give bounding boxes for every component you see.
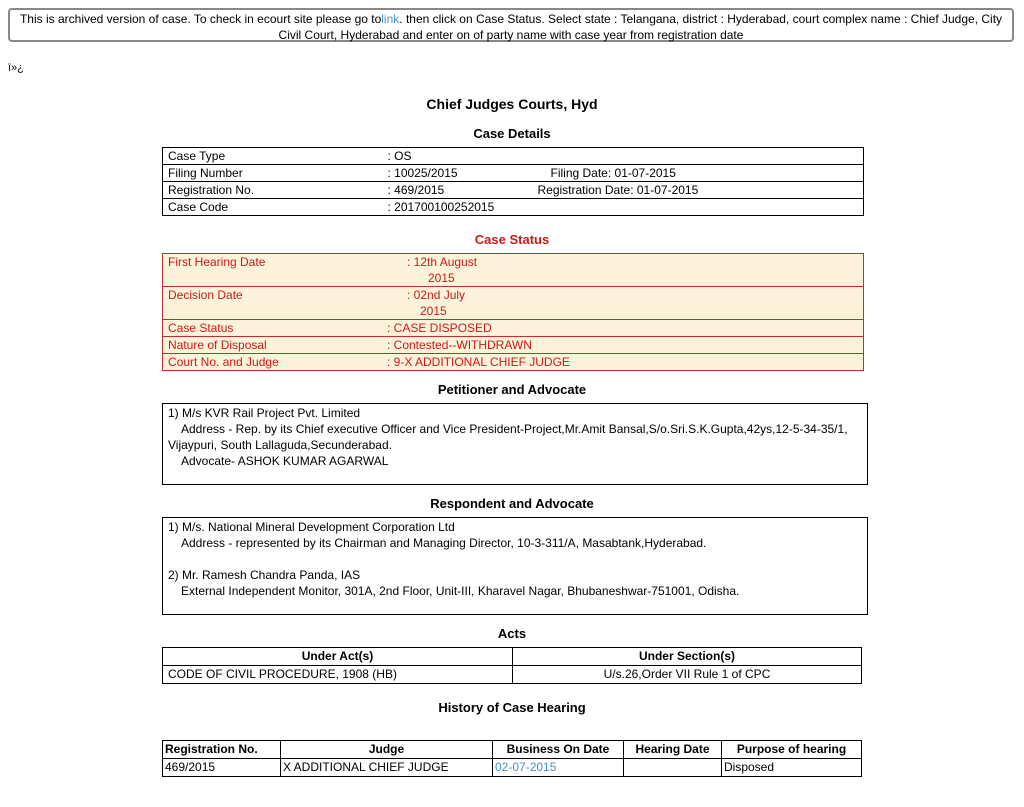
respondent-1-address: Address - represented by its Chairman and Managing Director, 10-3-311/A, Masabtank,Hyderabad. xyxy=(181,536,707,550)
ecourt-link[interactable]: link xyxy=(381,12,400,26)
case-details-heading: Case Details xyxy=(473,126,551,141)
case-code-row xyxy=(163,199,864,216)
history-purpose: Disposed xyxy=(722,759,862,777)
registration-no-row xyxy=(163,182,864,199)
case-details-table xyxy=(162,147,864,216)
col-purpose: Purpose of hearing xyxy=(722,741,862,759)
respondent-2-name: 2) Mr. Ramesh Chandra Panda, IAS xyxy=(168,568,361,582)
encoding-artifact: ï»¿ xyxy=(8,62,24,74)
first-hearing-label: First Hearing Date xyxy=(168,255,266,269)
act-section: U/s.26,Order VII Rule 1 of CPC xyxy=(513,666,862,684)
case-code-value: : 201700100252015 xyxy=(383,199,533,216)
first-hearing-value: : 12th August 2015 xyxy=(407,255,478,285)
filing-number-label: Filing Number xyxy=(163,165,383,182)
registration-date: Registration Date: 01-07-2015 xyxy=(533,182,864,199)
notice-text-after: . then click on Case Status. Select state : Telangana, district : Hyderabad, court complex name : Chief Judge, City Civil Court, Hyderabad and enter on of party name with case year from registration date xyxy=(278,12,1003,42)
petitioner-advocate: Advocate- ASHOK KUMAR AGARWAL xyxy=(181,454,389,468)
page-title: Chief Judges Courts, Hyd xyxy=(426,96,598,112)
court-judge-label: Court No. and Judge xyxy=(163,354,403,371)
act-name: CODE OF CIVIL PROCEDURE, 1908 (HB) xyxy=(163,666,513,684)
decision-date-label: Decision Date xyxy=(163,287,403,320)
respondent-2-address: External Independent Monitor, 301A, 2nd Floor, Unit-III, Kharavel Nagar, Bhubaneshwar-751001, Odisha. xyxy=(181,584,740,598)
case-status-heading: Case Status xyxy=(474,232,550,247)
col-under-sections: Under Section(s) xyxy=(513,648,862,666)
petitioner-heading: Petitioner and Advocate xyxy=(437,382,587,397)
registration-no-label: Registration No. xyxy=(163,182,383,199)
status-label: Case Status xyxy=(163,320,403,337)
respondent-box xyxy=(162,517,868,615)
acts-header-row xyxy=(163,648,862,666)
filing-number-row xyxy=(163,165,864,182)
court-judge-row xyxy=(163,354,864,371)
respondent-heading: Respondent and Advocate xyxy=(430,496,594,511)
acts-table xyxy=(162,647,862,684)
petitioner-address-cont: Vijaypuri, South Lallaguda,Secunderabad. xyxy=(168,438,392,452)
registration-no-value: : 469/2015 xyxy=(383,182,533,199)
petitioner-name: 1) M/s KVR Rail Project Pvt. Limited xyxy=(168,406,361,420)
decision-date-row xyxy=(163,287,864,320)
history-hearing-date xyxy=(624,759,722,777)
history-judge: X ADDITIONAL CHIEF JUDGE xyxy=(281,759,493,777)
petitioner-box xyxy=(162,403,868,485)
nature-of-disposal-label: Nature of Disposal xyxy=(163,337,403,354)
business-date-link[interactable]: 02-07-2015 xyxy=(495,760,557,774)
col-hearing-date: Hearing Date xyxy=(624,741,722,759)
respondent-1-name: 1) M/s. National Mineral Development Corporation Ltd xyxy=(168,520,455,534)
table-row xyxy=(163,666,862,684)
business-on-date-cell xyxy=(493,759,624,777)
archive-notice xyxy=(8,8,1014,42)
case-type-row xyxy=(163,148,864,165)
status-value: : CASE DISPOSED xyxy=(387,320,849,337)
decision-date-value: : 02nd July 2015 xyxy=(402,287,864,320)
notice-text-before: This is archived version of case. To check in ecourt site please go to xyxy=(19,12,382,26)
nature-of-disposal-row xyxy=(163,337,864,354)
case-code-label: Case Code xyxy=(163,199,383,216)
case-type-value: : OS xyxy=(387,149,412,163)
court-judge-value: : 9-X ADDITIONAL CHIEF JUDGE xyxy=(387,354,849,371)
history-table xyxy=(162,740,862,777)
filing-number-value: : 10025/2015 xyxy=(383,165,533,182)
filing-date: Filing Date: 01-07-2015 xyxy=(533,165,864,182)
history-heading: History of Case Hearing xyxy=(438,700,586,715)
petitioner-address: Address - Rep. by its Chief executive Officer and Vice President-Project,Mr.Amit Bansal,S/o.Sri.S.K.Gupta,42ys,12-5-34-35/1, xyxy=(181,422,848,436)
history-registration-no: 469/2015 xyxy=(163,759,281,777)
history-header-row xyxy=(163,741,862,759)
status-row xyxy=(163,320,864,337)
first-hearing-row xyxy=(163,254,864,287)
col-registration-no: Registration No. xyxy=(163,741,281,759)
table-row xyxy=(163,759,862,777)
case-status-table xyxy=(162,253,864,371)
col-under-acts: Under Act(s) xyxy=(163,648,513,666)
case-type-label: Case Type xyxy=(168,149,226,163)
nature-of-disposal-value: : Contested--WITHDRAWN xyxy=(387,337,849,354)
col-judge: Judge xyxy=(281,741,493,759)
acts-heading: Acts xyxy=(497,626,527,641)
col-business-on-date: Business On Date xyxy=(493,741,624,759)
